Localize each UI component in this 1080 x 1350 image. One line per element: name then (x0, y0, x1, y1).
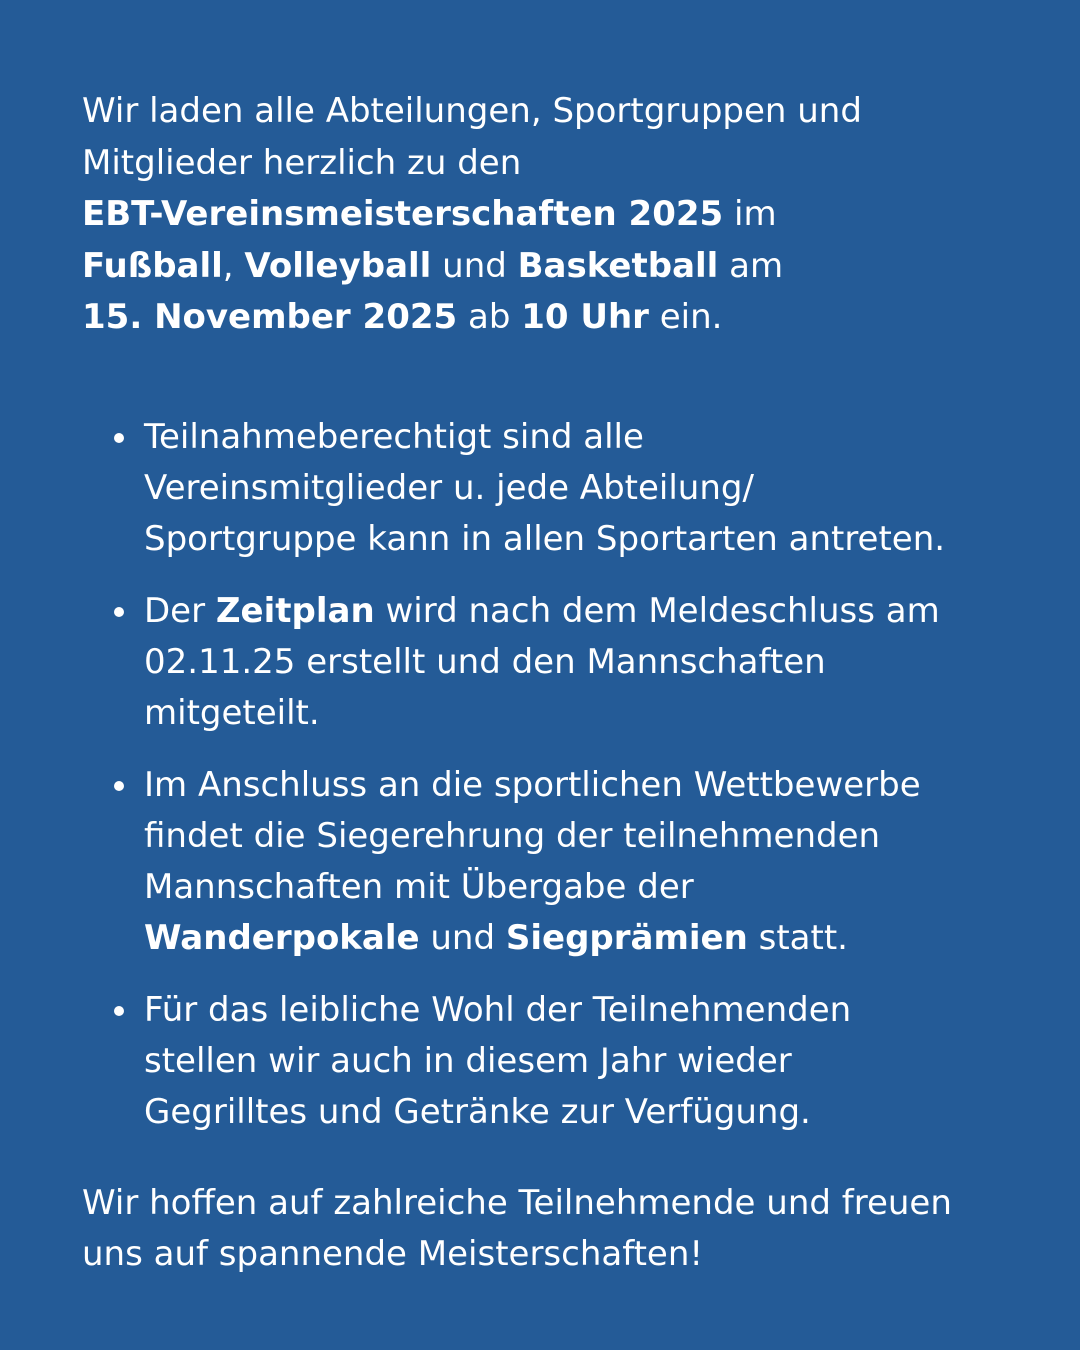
intro-paragraph (82, 86, 1010, 344)
list-item-eligibility (82, 412, 1010, 565)
eligibility-line-2: Vereinsmitglieder u. jede Abteilung/ (144, 467, 754, 508)
closing-line-1: Wir hoffen auf zahlreiche Teilnehmende und freuen (82, 1182, 952, 1223)
catering-line-2: stellen wir auch in diesem Jahr wieder (144, 1040, 792, 1081)
intro-comma: , (222, 245, 245, 286)
bullet-dot-icon (114, 607, 124, 617)
schedule-line-2: 02.11.25 erstellt und den Mannschaften (144, 641, 826, 682)
schedule-keyword: Zeitplan (215, 590, 375, 631)
awards-end: statt. (747, 917, 848, 958)
eligibility-line-3: Sportgruppe kann in allen Sportarten antreten. (144, 518, 946, 559)
list-item-schedule (82, 586, 1010, 739)
eligibility-line-1: Teilnahmeberechtigt sind alle (144, 416, 644, 457)
schedule-pre: Der (144, 590, 216, 631)
intro-on: am (718, 245, 784, 286)
awards-prizes: Siegprämien (505, 917, 748, 958)
awards-trophies: Wanderpokale (144, 917, 420, 958)
sport-volleyball: Volleyball (244, 245, 432, 286)
schedule-post: wird nach dem Meldeschluss am (374, 590, 940, 631)
awards-line-1: Im Anschluss an die sportlichen Wettbewerbe (144, 764, 921, 805)
sport-basketball: Basketball (517, 245, 719, 286)
bullet-dot-icon (114, 1006, 124, 1016)
intro-in: im (723, 194, 777, 234)
event-date: 15. November 2025 (82, 297, 458, 337)
catering-line-1: Für das leibliche Wohl der Teilnehmenden (144, 989, 852, 1030)
intro-and: und (431, 245, 518, 286)
awards-mid: und (419, 917, 506, 958)
catering-line-3: Gegrilltes und Getränke zur Verfügung. (144, 1091, 811, 1132)
bullet-dot-icon (114, 433, 124, 443)
awards-line-3: Mannschaften mit Übergabe der (144, 866, 694, 907)
schedule-line-3: mitgeteilt. (144, 692, 320, 733)
event-name: EBT-Vereinsmeisterschaften 2025 (82, 194, 724, 234)
list-item-catering (82, 985, 1010, 1138)
sport-football: Fußball (82, 245, 223, 286)
info-list (82, 412, 1010, 1138)
awards-line-2: findet die Siegerehrung der teilnehmenden (144, 815, 881, 856)
bullet-dot-icon (114, 781, 124, 791)
list-item-awards (82, 760, 1010, 964)
event-time: 10 Uhr (521, 297, 649, 337)
intro-line-2: Mitglieder herzlich zu den (82, 142, 522, 183)
intro-line-1: Wir laden alle Abteilungen, Sportgruppen und (82, 91, 862, 131)
intro-from: ab (457, 297, 522, 337)
intro-end: ein. (648, 297, 723, 337)
closing-paragraph (82, 1178, 1010, 1281)
closing-line-2: uns auf spannende Meisterschaften! (82, 1234, 704, 1274)
